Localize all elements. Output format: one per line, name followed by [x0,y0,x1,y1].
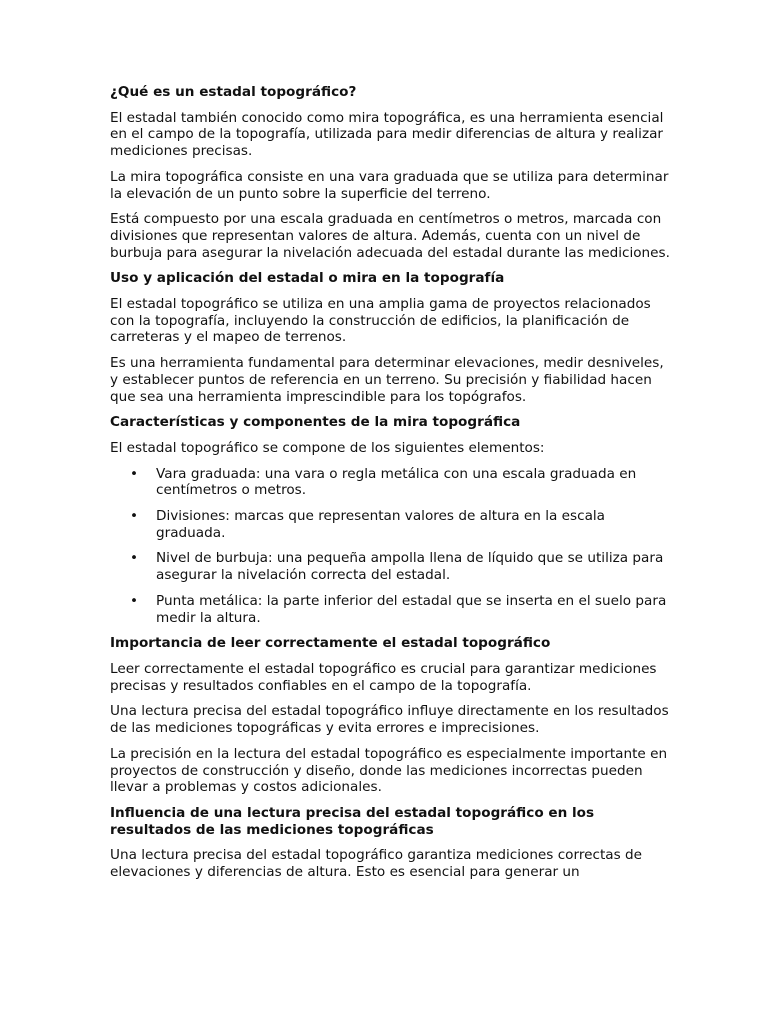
bullet-icon: • [130,592,139,609]
list-item-text: Vara graduada: una vara o regla metálica con una escala graduada en centímetros o metros. [156,465,637,499]
list-item-text: Divisiones: marcas que representan valores de altura en la escala graduada. [156,508,606,541]
paragraph: Leer correctamente el estadal topográfico es crucial para garantizar mediciones precisas y resultados confiables en el campo de la topografía. [110,660,657,694]
list-item-text: Punta metálica: la parte inferior del estadal que se inserta en el suelo para medir la altura. [156,592,667,626]
paragraph: Está compuesto por una escala graduada en centímetros o metros, marcada con divisiones que representan valores de altura. Además, cuenta con un nivel de burbuja para asegurar la nivelación adecuada del estadal durante las mediciones. [110,211,670,261]
bullet-icon: • [130,508,139,525]
section-heading: Características y componentes de la mira topográfica [110,414,521,431]
paragraph: La mira topográfica consiste en una vara graduada que se utiliza para determinar la elevación de un punto sobre la superficie del terreno. [110,168,669,202]
paragraph: El estadal topográfico se compone de los siguientes elementos: [110,439,545,456]
document-page [110,84,670,881]
list-item [130,465,670,499]
section-heading: Uso y aplicación del estadal o mira en la topografía [110,270,505,287]
component-list [110,466,670,627]
paragraph: La precisión en la lectura del estadal topográfico es especialmente importante en proyectos de construcción y diseño, donde las mediciones incorrectas pueden llevar a problemas y costos adicionales. [110,745,668,796]
bullet-icon: • [130,550,139,567]
list-item [130,592,670,626]
bullet-icon: • [130,465,139,482]
section-heading: ¿Qué es un estadal topográfico? [110,84,357,100]
section-heading: Influencia de una lectura precisa del estadal topográfico en los resultados de las mediciones topográficas [110,804,595,838]
paragraph: Una lectura precisa del estadal topográfico garantiza mediciones correctas de elevaciones y diferencias de altura. Esto es esencial para generar un [110,847,643,881]
paragraph: Una lectura precisa del estadal topográfico influye directamente en los resultados de las mediciones topográficas y evita errores e imprecisiones. [110,703,669,737]
paragraph: El estadal topográfico se utiliza en una amplia gama de proyectos relacionados con la topografía, incluyendo la construcción de edificios, la planificación de carreteras y el mapeo de terrenos. [110,296,651,346]
list-item [130,550,670,584]
paragraph: El estadal también conocido como mira topográfica, es una herramienta esencial en el campo de la topografía, utilizada para medir diferencias de altura y realizar mediciones precisas. [110,109,664,160]
list-item [130,508,670,541]
paragraph: Es una herramienta fundamental para determinar elevaciones, medir desniveles, y establecer puntos de referencia en un terreno. Su precisión y fiabilidad hacen que sea una herramienta imprescindible para los topógrafos. [110,355,664,405]
list-item-text: Nivel de burbuja: una pequeña ampolla llena de líquido que se utiliza para asegurar la nivelación correcta del estadal. [156,550,664,584]
section-heading: Importancia de leer correctamente el estadal topográfico [110,635,551,652]
